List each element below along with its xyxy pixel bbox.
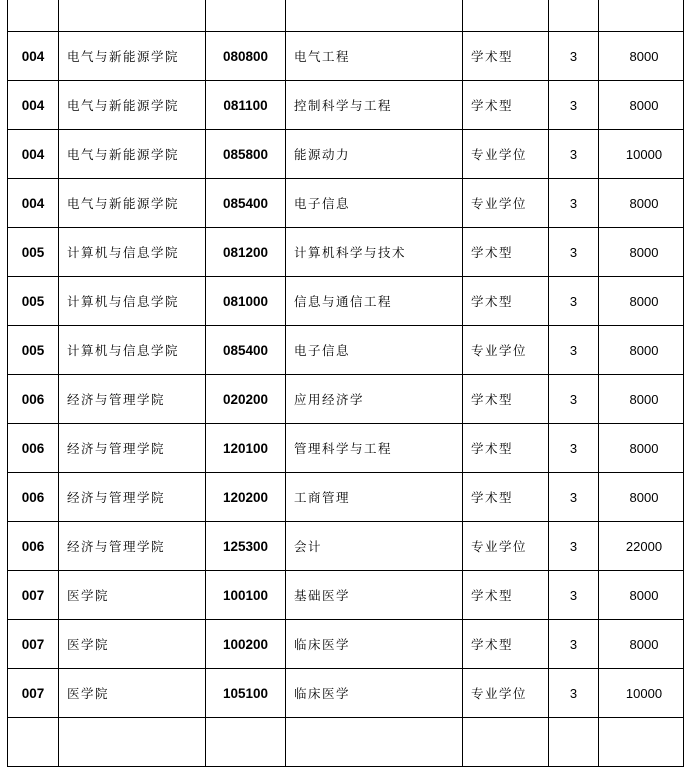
major-code-cell: 081000 <box>206 277 286 326</box>
degree-type-cell <box>463 718 549 767</box>
major-name-cell: 计算机科学与技术 <box>286 228 463 277</box>
department-name-cell: 医学院 <box>59 620 206 669</box>
department-code-cell <box>8 0 59 32</box>
tuition-fee-cell: 8000 <box>599 620 684 669</box>
major-name-cell: 管理科学与工程 <box>286 424 463 473</box>
department-code-cell: 007 <box>8 620 59 669</box>
department-code-cell: 005 <box>8 228 59 277</box>
major-code-cell: 085400 <box>206 179 286 228</box>
tuition-fee-cell: 8000 <box>599 473 684 522</box>
degree-type-cell: 专业学位 <box>463 326 549 375</box>
years-cell <box>549 718 599 767</box>
major-name-cell: 临床医学 <box>286 669 463 718</box>
major-code-cell: 081100 <box>206 81 286 130</box>
department-code-cell: 006 <box>8 375 59 424</box>
years-cell <box>549 0 599 32</box>
major-name-cell: 控制科学与工程 <box>286 81 463 130</box>
department-name-cell <box>59 718 206 767</box>
major-code-cell: 020200 <box>206 375 286 424</box>
department-name-cell: 电气与新能源学院 <box>59 130 206 179</box>
years-cell: 3 <box>549 228 599 277</box>
department-code-cell: 005 <box>8 326 59 375</box>
department-code-cell: 004 <box>8 81 59 130</box>
degree-type-cell: 学术型 <box>463 473 549 522</box>
department-code-cell: 004 <box>8 32 59 81</box>
degree-type-cell: 专业学位 <box>463 522 549 571</box>
tuition-fee-cell: 8000 <box>599 326 684 375</box>
table-row <box>8 375 684 424</box>
tuition-fee-cell: 8000 <box>599 179 684 228</box>
major-name-cell: 电子信息 <box>286 179 463 228</box>
years-cell: 3 <box>549 375 599 424</box>
major-code-cell <box>206 0 286 32</box>
department-name-cell: 经济与管理学院 <box>59 522 206 571</box>
department-code-cell <box>8 718 59 767</box>
tuition-fee-cell: 8000 <box>599 32 684 81</box>
tuition-fee-cell: 8000 <box>599 375 684 424</box>
major-code-cell: 081200 <box>206 228 286 277</box>
major-name-cell: 临床医学 <box>286 620 463 669</box>
table-row <box>8 0 684 32</box>
major-code-cell: 085400 <box>206 326 286 375</box>
table-row <box>8 669 684 718</box>
major-code-cell: 100100 <box>206 571 286 620</box>
tuition-fee-cell: 8000 <box>599 424 684 473</box>
years-cell: 3 <box>549 130 599 179</box>
table-row <box>8 32 684 81</box>
department-name-cell: 电气与新能源学院 <box>59 32 206 81</box>
department-name-cell: 医学院 <box>59 571 206 620</box>
tuition-table <box>7 0 684 767</box>
years-cell: 3 <box>549 669 599 718</box>
degree-type-cell: 专业学位 <box>463 179 549 228</box>
major-name-cell <box>286 718 463 767</box>
tuition-fee-cell: 8000 <box>599 571 684 620</box>
degree-type-cell: 专业学位 <box>463 130 549 179</box>
major-name-cell: 会计 <box>286 522 463 571</box>
department-code-cell: 006 <box>8 424 59 473</box>
table-row <box>8 326 684 375</box>
department-code-cell: 006 <box>8 473 59 522</box>
table-row <box>8 277 684 326</box>
major-code-cell: 085800 <box>206 130 286 179</box>
department-name-cell: 计算机与信息学院 <box>59 277 206 326</box>
years-cell: 3 <box>549 179 599 228</box>
department-name-cell: 经济与管理学院 <box>59 473 206 522</box>
table-row <box>8 522 684 571</box>
table-row <box>8 130 684 179</box>
degree-type-cell: 学术型 <box>463 620 549 669</box>
years-cell: 3 <box>549 32 599 81</box>
degree-type-cell <box>463 0 549 32</box>
degree-type-cell: 专业学位 <box>463 669 549 718</box>
major-name-cell: 工商管理 <box>286 473 463 522</box>
degree-type-cell: 学术型 <box>463 375 549 424</box>
tuition-fee-cell: 8000 <box>599 81 684 130</box>
years-cell: 3 <box>549 326 599 375</box>
degree-type-cell: 学术型 <box>463 571 549 620</box>
degree-type-cell: 学术型 <box>463 81 549 130</box>
major-code-cell: 120200 <box>206 473 286 522</box>
table-row <box>8 571 684 620</box>
major-code-cell <box>206 718 286 767</box>
degree-type-cell: 学术型 <box>463 228 549 277</box>
degree-type-cell: 学术型 <box>463 424 549 473</box>
years-cell: 3 <box>549 277 599 326</box>
table-row <box>8 473 684 522</box>
department-code-cell: 004 <box>8 179 59 228</box>
major-code-cell: 100200 <box>206 620 286 669</box>
department-name-cell: 计算机与信息学院 <box>59 326 206 375</box>
department-name-cell: 电气与新能源学院 <box>59 81 206 130</box>
tuition-fee-cell: 10000 <box>599 669 684 718</box>
major-code-cell: 105100 <box>206 669 286 718</box>
major-name-cell: 基础医学 <box>286 571 463 620</box>
major-code-cell: 125300 <box>206 522 286 571</box>
major-name-cell: 电气工程 <box>286 32 463 81</box>
tuition-fee-cell: 8000 <box>599 228 684 277</box>
department-code-cell: 006 <box>8 522 59 571</box>
department-code-cell: 004 <box>8 130 59 179</box>
tuition-fee-cell: 22000 <box>599 522 684 571</box>
major-name-cell: 能源动力 <box>286 130 463 179</box>
table-row <box>8 718 684 767</box>
table-row <box>8 424 684 473</box>
degree-type-cell: 学术型 <box>463 277 549 326</box>
degree-type-cell: 学术型 <box>463 32 549 81</box>
table-row <box>8 179 684 228</box>
department-code-cell: 007 <box>8 669 59 718</box>
department-name-cell <box>59 0 206 32</box>
department-code-cell: 005 <box>8 277 59 326</box>
tuition-fee-cell: 10000 <box>599 130 684 179</box>
years-cell: 3 <box>549 424 599 473</box>
table-row <box>8 81 684 130</box>
department-name-cell: 经济与管理学院 <box>59 375 206 424</box>
years-cell: 3 <box>549 522 599 571</box>
department-name-cell: 医学院 <box>59 669 206 718</box>
table-row <box>8 620 684 669</box>
table-row <box>8 228 684 277</box>
major-name-cell <box>286 0 463 32</box>
major-name-cell: 电子信息 <box>286 326 463 375</box>
major-code-cell: 120100 <box>206 424 286 473</box>
years-cell: 3 <box>549 620 599 669</box>
tuition-fee-cell: 8000 <box>599 277 684 326</box>
major-name-cell: 应用经济学 <box>286 375 463 424</box>
years-cell: 3 <box>549 571 599 620</box>
department-name-cell: 经济与管理学院 <box>59 424 206 473</box>
department-name-cell: 计算机与信息学院 <box>59 228 206 277</box>
tuition-fee-cell <box>599 0 684 32</box>
major-code-cell: 080800 <box>206 32 286 81</box>
department-code-cell: 007 <box>8 571 59 620</box>
major-name-cell: 信息与通信工程 <box>286 277 463 326</box>
tuition-fee-cell <box>599 718 684 767</box>
years-cell: 3 <box>549 81 599 130</box>
department-name-cell: 电气与新能源学院 <box>59 179 206 228</box>
years-cell: 3 <box>549 473 599 522</box>
